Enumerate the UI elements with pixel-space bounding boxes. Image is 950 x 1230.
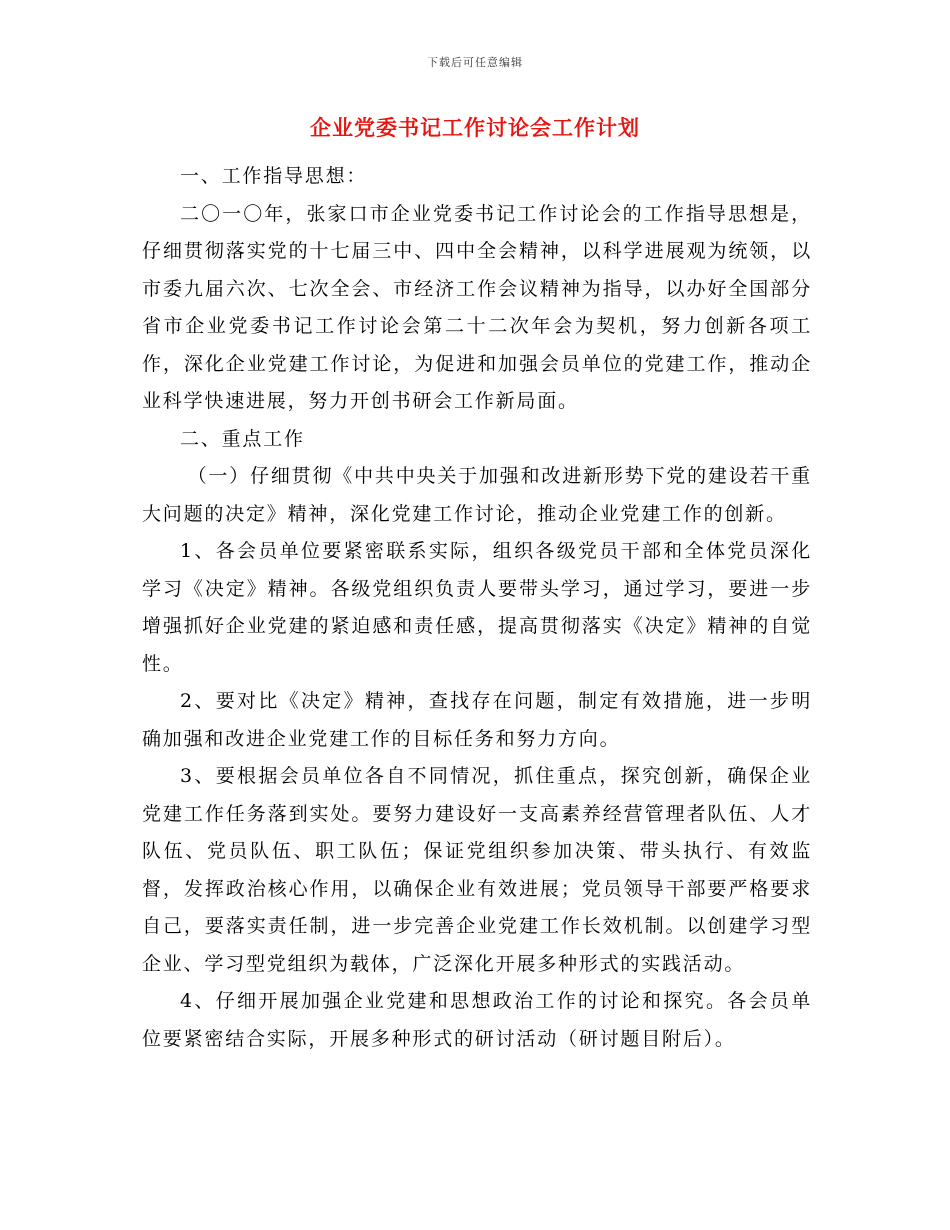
paragraph-guiding-thought: 二〇一〇年，张家口市企业党委书记工作讨论会的工作指导思想是，仔细贯彻落实党的十七届三中、四中全会精神，以科学进展观为统领，以市委九届六次、七次全会、市经济工作会议精神为指导，以办好全国部分省市企业党委书记工作讨论会第二十二次年会为契机，努力创新各项工作，深化企业党建工作讨论，为促进和加强会员单位的党建工作，推动企业科学快速进展，努力开创书研会工作新局面。 xyxy=(142,202,812,412)
header-note: 下载后可任意编辑 xyxy=(427,56,523,69)
document-body xyxy=(142,158,812,1058)
paragraph-item-2: 2、要对比《决定》精神，查找存在问题，制定有效措施，进一步明确加强和改进企业党建工作的目标任务和努力方向。 xyxy=(142,690,812,750)
document-title: 企业党委书记工作讨论会工作计划 xyxy=(310,115,640,140)
section-heading-key-work: 二、重点工作 xyxy=(180,427,305,450)
paragraph-item-1: 1、各会员单位要紧密联系实际，组织各级党员干部和全体党员深化学习《决定》精神。各级党组织负责人要带头学习，通过学习，要进一步增强抓好企业党建的紧迫感和责任感，提高贯彻落实《决定》精神的自觉性。 xyxy=(142,540,812,675)
paragraph-item-3: 3、要根据会员单位各自不同情况，抓住重点，探究创新，确保企业党建工作任务落到实处。要努力建设好一支高素养经营管理者队伍、人才队伍、党员队伍、职工队伍；保证党组织参加决策、带头执行、有效监督，发挥政治核心作用，以确保企业有效进展；党员领导干部要严格要求自己，要落实责任制，进一步完善企业党建工作长效机制。以创建学习型企业、学习型党组织为载体，广泛深化开展多种形式的实践活动。 xyxy=(142,765,812,975)
paragraph-item-4: 4、仔细开展加强企业党建和思想政治工作的讨论和探究。各会员单位要紧密结合实际，开展多种形式的研讨活动（研讨题目附后）。 xyxy=(142,990,812,1050)
section-heading-guiding-thought: 一、工作指导思想： xyxy=(180,165,368,187)
subsection-heading-1: （一）仔细贯彻《中共中央关于加强和改进新形势下党的建设若干重大问题的决定》精神，深化党建工作讨论，推动企业党建工作的创新。 xyxy=(142,465,812,525)
